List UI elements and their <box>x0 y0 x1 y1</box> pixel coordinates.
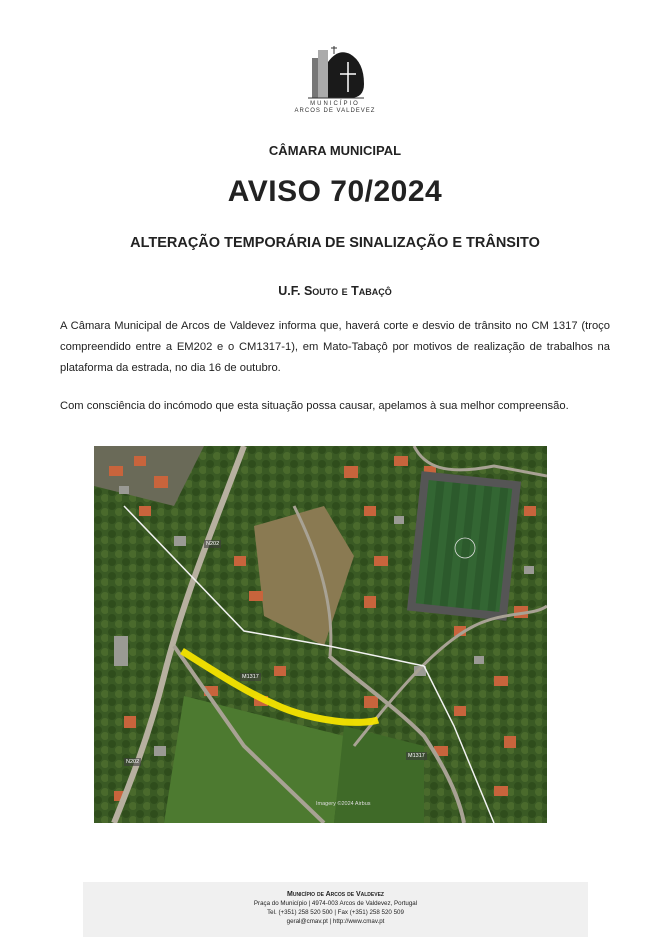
notice-subject: ALTERAÇÃO TEMPORÁRIA DE SINALIZAÇÃO E TRÂNSITO <box>130 235 540 251</box>
authority-heading: CÂMARA MUNICIPAL <box>268 143 402 158</box>
logo-line2: ARCOS DE VALDEVEZ <box>294 108 376 114</box>
footer-contacts: geral@cmav.pt | http://www.cmav.pt <box>286 918 385 925</box>
parish-heading: U.F. Souto e Tabaçô <box>278 284 392 298</box>
notice-paragraph-1: A Câmara Municipal de Arcos de Valdevez informa que, haverá corte e desvio de trânsito no CM 1317 (troço compreendido entre a EM202 e o CM1317-1), em Mato-Tabaçô por motivos de realização de trabalhos na plataforma da estrada, no dia 16 de outubro. <box>60 320 610 374</box>
football-pitch <box>416 480 513 612</box>
footer-phone: Tel. (+351) 258 520 500 | Fax (+351) 258 520 509 <box>267 909 404 916</box>
map-label-m1317-left: M1317 <box>242 674 259 680</box>
map-copyright: Imagery ©2024 Airbus <box>316 801 371 807</box>
map-label-n202-top: N202 <box>206 541 220 547</box>
map-label-m1317-right: M1317 <box>408 753 425 759</box>
footer-address: Praça do Município | 4974-003 Arcos de Valdevez, Portugal <box>253 900 418 907</box>
footer-title: Município de Arcos de Valdevez <box>287 891 384 898</box>
logo-line1: MUNICÍPIO <box>310 101 360 107</box>
map-image <box>94 446 547 823</box>
notice-paragraph-2: Com consciência do incómodo que esta situação possa causar, apelamos à sua melhor compreensão. <box>60 400 569 412</box>
footer <box>83 882 588 937</box>
notice-title: AVISO 70/2024 <box>227 175 443 208</box>
satellite-map <box>94 446 547 823</box>
map-label-n202-bottom: N202 <box>126 759 140 765</box>
